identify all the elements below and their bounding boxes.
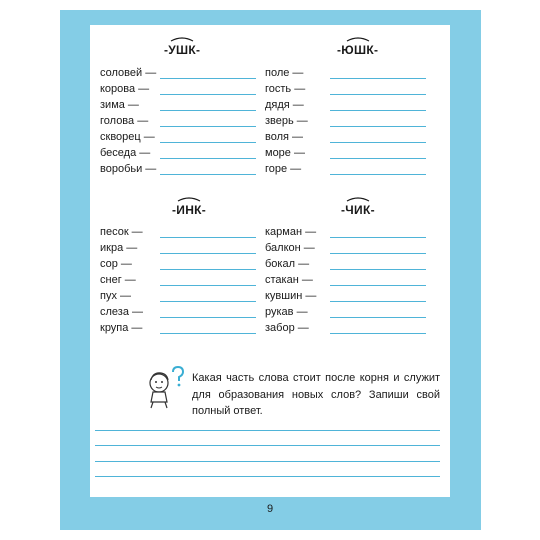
answer-blank[interactable] xyxy=(160,126,256,127)
word-label: крупа — xyxy=(100,322,143,334)
word-label: поле — xyxy=(265,67,304,79)
word-label: море — xyxy=(265,147,305,159)
suffix-heading-ushk: -УШК- xyxy=(164,43,200,57)
answer-line[interactable] xyxy=(95,461,440,462)
word-label: забор — xyxy=(265,322,309,334)
answer-blank[interactable] xyxy=(160,333,256,334)
word-label: кувшин — xyxy=(265,290,317,302)
answer-blank[interactable] xyxy=(160,285,256,286)
answer-blank[interactable] xyxy=(330,253,426,254)
word-label: пух — xyxy=(100,290,132,302)
answer-blank[interactable] xyxy=(160,158,256,159)
word-label: беседа — xyxy=(100,147,151,159)
word-label: корова — xyxy=(100,83,150,95)
word-label: рукав — xyxy=(265,306,308,318)
word-label: сор — xyxy=(100,258,132,270)
answer-blank[interactable] xyxy=(330,333,426,334)
word-label: соловей — xyxy=(100,67,157,79)
child-with-question-mark-icon xyxy=(143,366,187,410)
word-label: песок — xyxy=(100,226,143,238)
answer-blank[interactable] xyxy=(160,301,256,302)
answer-blank[interactable] xyxy=(160,317,256,318)
word-label: воробьи — xyxy=(100,163,157,175)
word-label: слеза — xyxy=(100,306,144,318)
answer-blank[interactable] xyxy=(330,174,426,175)
answer-blank[interactable] xyxy=(330,317,426,318)
word-label: снег — xyxy=(100,274,136,286)
word-label: воля — xyxy=(265,131,304,143)
word-label: бокал — xyxy=(265,258,310,270)
word-label: балкон — xyxy=(265,242,315,254)
answer-blank[interactable] xyxy=(160,269,256,270)
answer-blank[interactable] xyxy=(330,126,426,127)
answer-blank[interactable] xyxy=(330,78,426,79)
word-label: зима — xyxy=(100,99,139,111)
answer-blank[interactable] xyxy=(330,237,426,238)
answer-blank[interactable] xyxy=(160,142,256,143)
word-label: карман — xyxy=(265,226,317,238)
word-label: скворец — xyxy=(100,131,155,143)
word-label: икра — xyxy=(100,242,138,254)
answer-line[interactable] xyxy=(95,445,440,446)
word-label: дядя — xyxy=(265,99,304,111)
answer-blank[interactable] xyxy=(160,94,256,95)
word-label: голова — xyxy=(100,115,149,127)
answer-blank[interactable] xyxy=(330,269,426,270)
answer-blank[interactable] xyxy=(330,301,426,302)
page-number: 9 xyxy=(266,503,274,515)
question-text: Какая часть слова стоит после корня и служит для образования новых слов? Запиши свой полный ответ. xyxy=(192,372,440,417)
answer-blank[interactable] xyxy=(330,142,426,143)
answer-line[interactable] xyxy=(95,476,440,477)
word-label: зверь — xyxy=(265,115,308,127)
answer-blank[interactable] xyxy=(160,253,256,254)
answer-blank[interactable] xyxy=(330,94,426,95)
suffix-heading-yushk: -ЮШК- xyxy=(337,43,378,57)
word-label: горе — xyxy=(265,163,302,175)
answer-blank[interactable] xyxy=(330,158,426,159)
word-label: гость — xyxy=(265,83,306,95)
answer-blank[interactable] xyxy=(160,174,256,175)
answer-blank[interactable] xyxy=(160,110,256,111)
suffix-heading-chik: -ЧИК- xyxy=(341,203,375,217)
answer-blank[interactable] xyxy=(330,110,426,111)
answer-blank[interactable] xyxy=(160,78,256,79)
answer-blank[interactable] xyxy=(330,285,426,286)
answer-line[interactable] xyxy=(95,430,440,431)
answer-blank[interactable] xyxy=(160,237,256,238)
word-label: стакан — xyxy=(265,274,313,286)
suffix-heading-ink: -ИНК- xyxy=(172,203,206,217)
